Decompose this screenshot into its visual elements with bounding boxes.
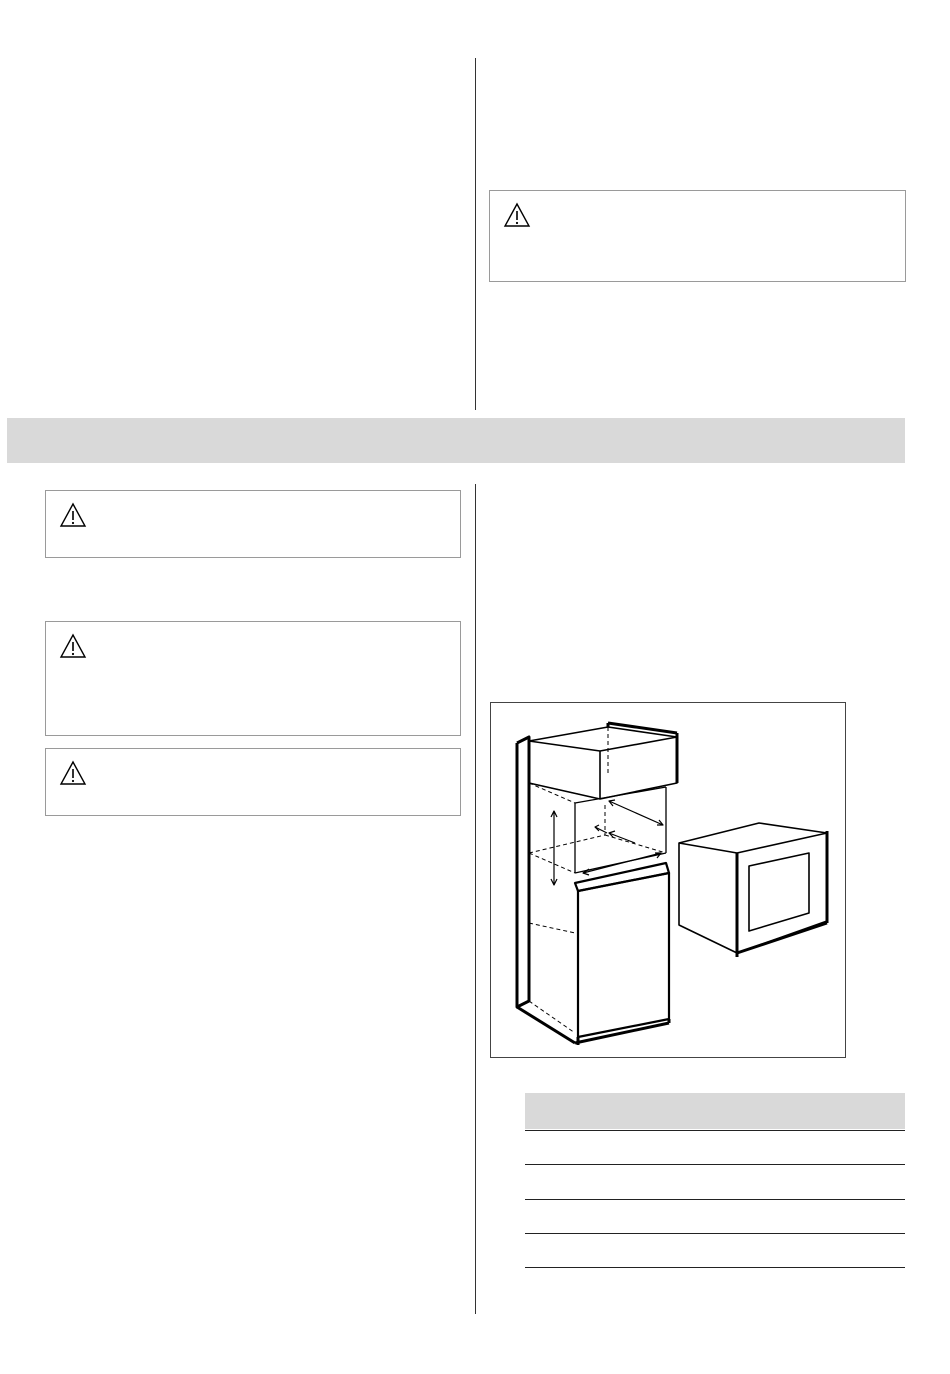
- warning-triangle-icon: [503, 202, 531, 228]
- warning-triangle-icon: [59, 760, 87, 786]
- table-header-row: [525, 1093, 905, 1129]
- section-header-band: [7, 418, 905, 463]
- table-row: [525, 1131, 905, 1164]
- warning-box-top-right: [489, 190, 906, 282]
- warning-box-left-3: [45, 748, 461, 816]
- warning-triangle-icon: [59, 633, 87, 659]
- cabinet-and-oven-illustration: [491, 703, 845, 1057]
- dimension-arrows: [551, 800, 663, 885]
- warning-box-left-1: [45, 490, 461, 558]
- warning-box-left-2: [45, 621, 461, 736]
- column-divider-bottom: [475, 484, 476, 1314]
- table-row-rule: [525, 1267, 905, 1268]
- cabinet-side-panel: [517, 737, 529, 1007]
- cabinet-door: [517, 863, 669, 1045]
- column-divider-top: [475, 58, 476, 410]
- warning-triangle-icon: [59, 502, 87, 528]
- oven-appliance: [679, 823, 827, 957]
- table-row: [525, 1234, 905, 1267]
- installation-figure: [490, 702, 846, 1058]
- table-row: [525, 1165, 905, 1198]
- table-row: [525, 1200, 905, 1233]
- cabinet-niche: [575, 787, 666, 873]
